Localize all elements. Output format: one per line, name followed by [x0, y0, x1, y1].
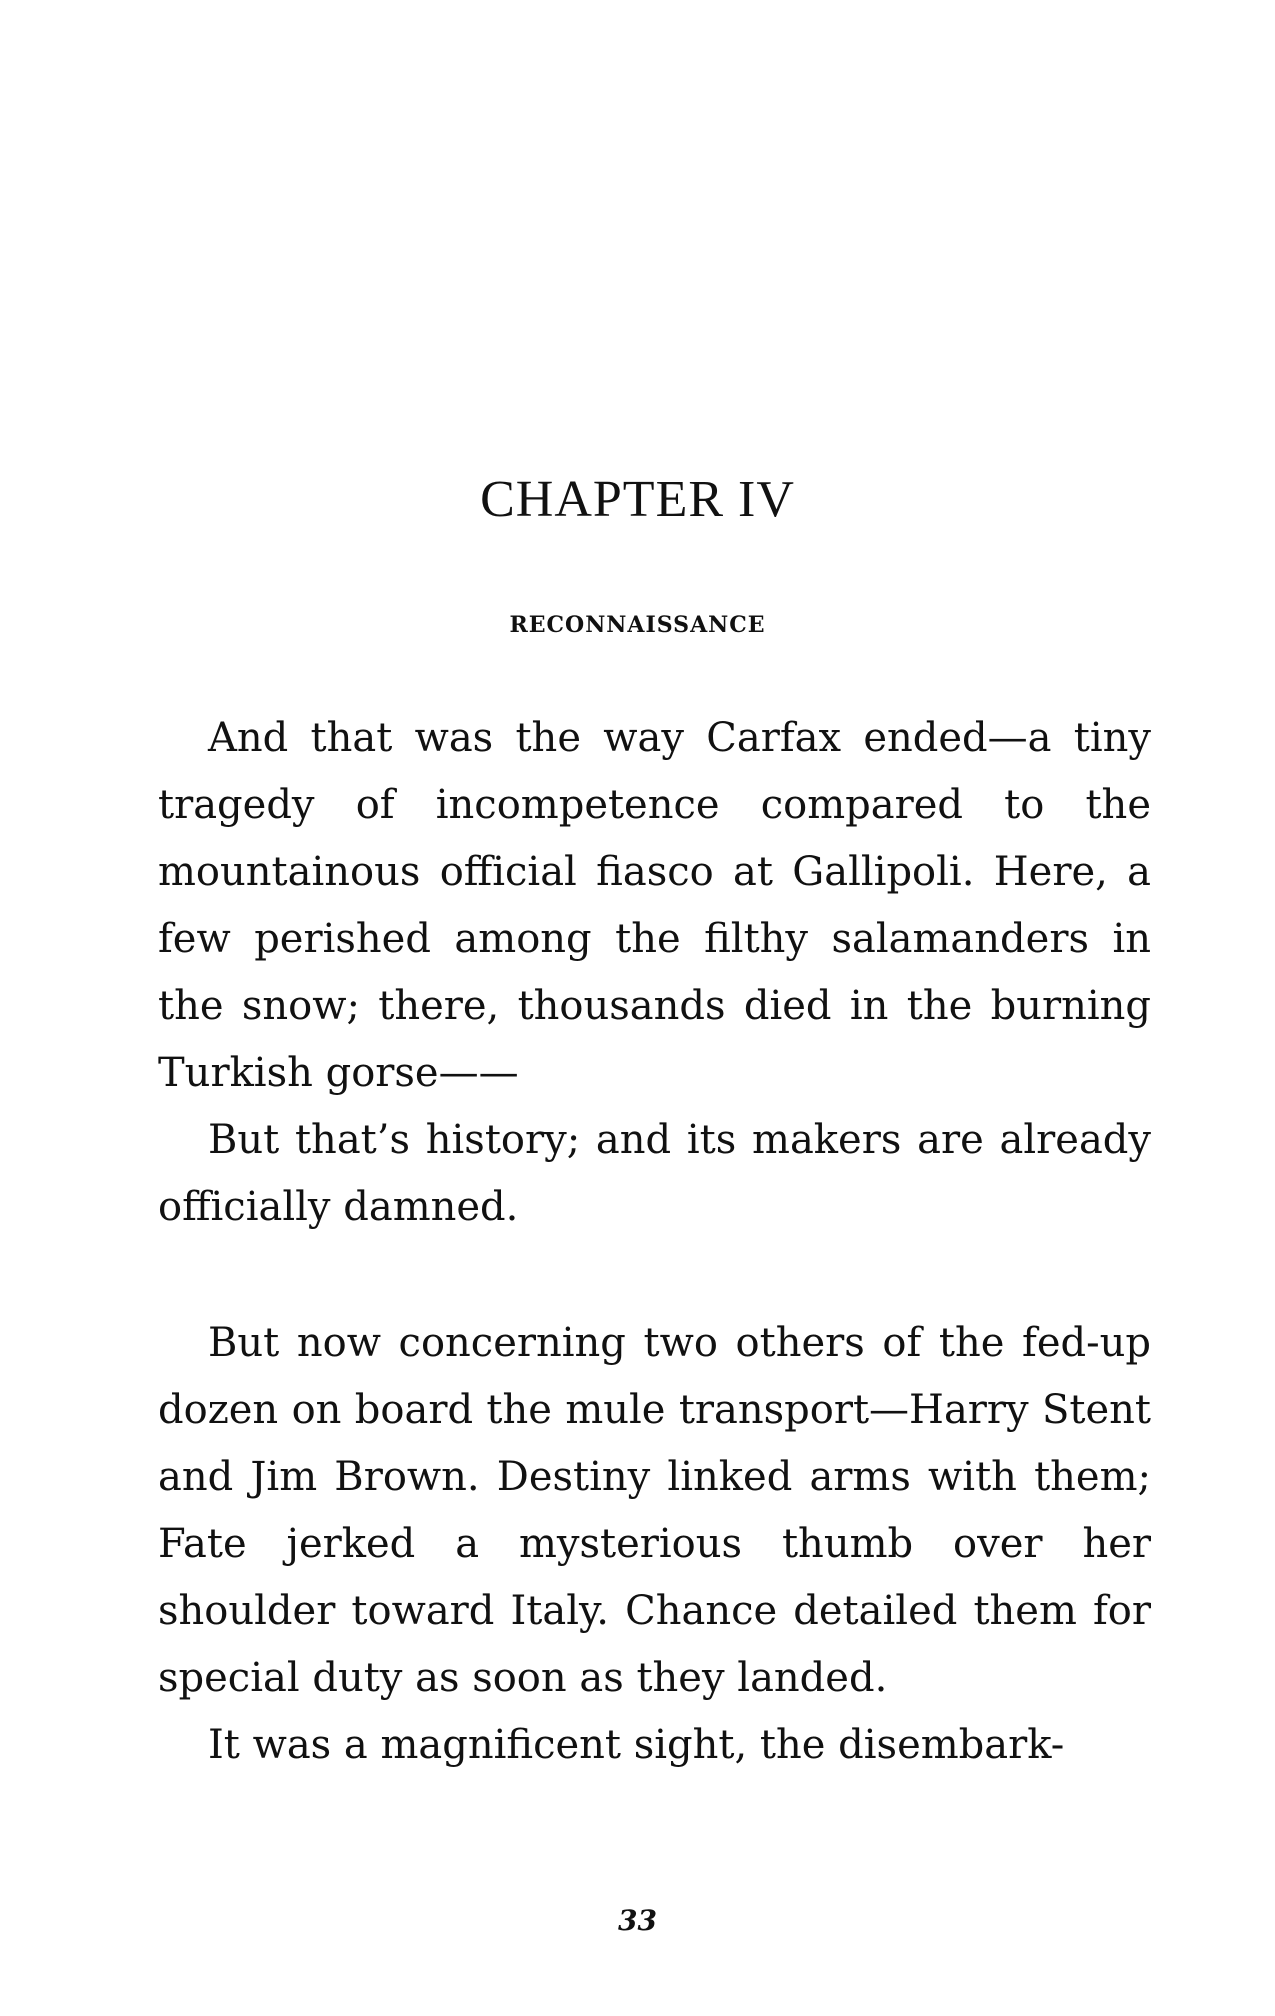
- paragraph: And that was the way Carfax ended—a tiny tragedy of incompetence compared to the mountainous official fiasco at Gallipoli. Here, a few perished among the filthy salamanders in the snow; there, thousands died in the burning Turkish gorse——: [158, 715, 1151, 1096]
- paragraph: But now concerning two others of the fed-up dozen on board the mule transport—Harry Stent and Jim Brown. Destiny linked arms with them; Fate jerked a mysterious thumb over her shoulder toward Italy. Chance detailed them for special duty as soon as they landed.: [158, 1320, 1151, 1701]
- paragraph: But that’s history; and its makers are already officially damned.: [158, 1117, 1151, 1230]
- text-block-2: [158, 1310, 1151, 1779]
- text-block-1: [158, 705, 1151, 1241]
- chapter-subtitle: RECONNAISSANCE: [509, 612, 766, 638]
- page-number: 33: [618, 1904, 657, 1937]
- chapter-title: CHAPTER IV: [480, 471, 795, 528]
- paragraph: It was a magnificent sight, the disembark-: [208, 1722, 1065, 1768]
